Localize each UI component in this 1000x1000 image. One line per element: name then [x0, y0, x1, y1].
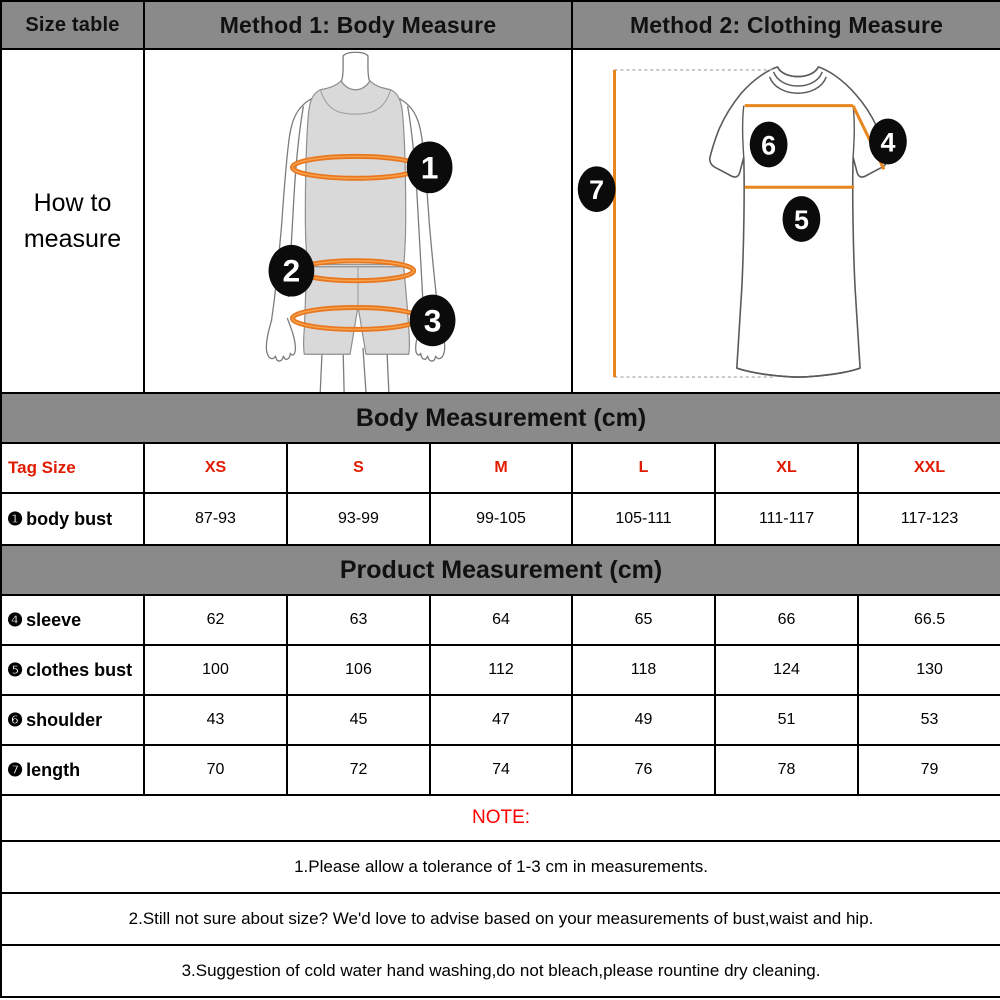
how-to-line2: measure	[23, 225, 122, 253]
row-label-text-length	[2, 760, 143, 781]
value-text: 93-99	[338, 510, 379, 527]
note-row	[1, 945, 1000, 997]
value-text: 64	[492, 611, 510, 628]
value-text: 63	[349, 611, 368, 628]
row-label-clothes-bust	[1, 645, 144, 695]
marker-icon-5: ❺	[7, 659, 24, 680]
cell-sleeve-s	[287, 595, 430, 645]
value-text: 49	[634, 711, 653, 728]
cell-sleeve-l	[572, 595, 715, 645]
how-to-measure-cell	[1, 49, 144, 393]
row-label-text-body-bust	[2, 509, 143, 530]
size-label-l: L	[638, 459, 649, 476]
cell-shoulder-m	[430, 695, 572, 745]
size-col-m	[430, 443, 572, 493]
header-method2-label: Method 2: Clothing Measure	[629, 11, 944, 38]
cell-sleeve-xs	[144, 595, 287, 645]
row-name-body-bust: body bust	[26, 508, 113, 529]
note-title: NOTE:	[471, 807, 531, 828]
marker-badge-7	[578, 166, 616, 212]
value-text: 53	[920, 711, 939, 728]
size-col-s	[287, 443, 430, 493]
clothing-diagram	[573, 50, 1000, 392]
table-row	[1, 645, 1000, 695]
value-text: 76	[634, 761, 653, 778]
value-text: 51	[777, 711, 796, 728]
table-row	[1, 695, 1000, 745]
size-label-xs: XS	[204, 459, 227, 476]
header-size-table-label: Size table	[25, 13, 120, 36]
note-cell-2	[1, 893, 1000, 945]
note-row	[1, 893, 1000, 945]
value-text: 112	[488, 661, 514, 678]
marker-icon-7: ❼	[7, 759, 24, 780]
cell-body-bust-l	[572, 493, 715, 545]
cell-length-s	[287, 745, 430, 795]
cell-shoulder-xxl	[858, 695, 1000, 745]
product-measurement-band-row	[1, 545, 1000, 595]
value-text: 106	[345, 661, 372, 678]
clothing-measure-diagram-cell	[572, 49, 1000, 393]
value-text: 43	[206, 711, 225, 728]
value-text: 87-93	[195, 510, 236, 527]
svg-text:1: 1	[420, 149, 439, 186]
marker-icon-6: ❻	[7, 709, 24, 730]
svg-text:5: 5	[793, 204, 809, 235]
value-text: 72	[349, 761, 368, 778]
product-measurement-band	[1, 545, 1000, 595]
diagrams-row	[1, 49, 1000, 393]
cell-length-m	[430, 745, 572, 795]
value-text: 62	[206, 611, 225, 628]
size-label-m: M	[494, 459, 508, 476]
marker-badge-3	[410, 295, 456, 347]
marker-icon-4: ❹	[7, 609, 24, 630]
cell-body-bust-xl	[715, 493, 858, 545]
cell-shoulder-l	[572, 695, 715, 745]
value-text: 118	[630, 661, 657, 678]
cell-clothes-bust-m	[430, 645, 572, 695]
value-text: 65	[634, 611, 653, 628]
note-text-2: 2.Still not sure about size? We'd love to advise based on your measurements of bust,waist and hip.	[128, 909, 874, 928]
value-text: 78	[777, 761, 796, 778]
svg-text:3: 3	[423, 302, 442, 339]
size-col-xxl	[858, 443, 1000, 493]
marker-icon-1: ❶	[7, 508, 24, 529]
value-text: 66	[777, 611, 796, 628]
cell-shoulder-xs	[144, 695, 287, 745]
row-label-text-shoulder	[2, 710, 143, 731]
cell-sleeve-xl	[715, 595, 858, 645]
row-label-length	[1, 745, 144, 795]
header-method1-label: Method 1: Body Measure	[219, 11, 497, 38]
table-row	[1, 493, 1000, 545]
how-to-measure-label	[2, 185, 143, 258]
value-text: 99-105	[476, 510, 526, 527]
size-label-xxl: XXL	[913, 459, 946, 476]
body-measurement-band-row	[1, 393, 1000, 443]
cell-body-bust-s	[287, 493, 430, 545]
tag-size-cell	[1, 443, 144, 493]
value-text: 100	[202, 661, 229, 678]
marker-badge-6	[750, 122, 788, 168]
svg-text:2: 2	[282, 252, 301, 289]
value-text: 74	[492, 761, 510, 778]
row-name-length: length	[26, 759, 81, 780]
header-cell-size-table	[1, 1, 144, 49]
size-label-xl: XL	[776, 459, 797, 476]
tshirt-figure-svg	[573, 50, 1000, 392]
cell-length-xl	[715, 745, 858, 795]
table-row	[1, 595, 1000, 645]
row-label-text-clothes-bust	[2, 660, 143, 681]
svg-text:7: 7	[589, 175, 605, 206]
value-text: 47	[492, 711, 510, 728]
cell-clothes-bust-xxl	[858, 645, 1000, 695]
value-text: 111-117	[758, 510, 815, 527]
row-name-sleeve: sleeve	[26, 609, 82, 630]
cell-body-bust-m	[430, 493, 572, 545]
size-label-s: S	[353, 459, 364, 476]
value-text: 124	[773, 661, 800, 678]
size-col-l	[572, 443, 715, 493]
cell-length-xs	[144, 745, 287, 795]
body-measure-diagram-cell	[144, 49, 572, 393]
table-header-row	[1, 1, 1000, 49]
body-measurement-band	[1, 393, 1000, 443]
note-text-1: 1.Please allow a tolerance of 1-3 cm in measurements.	[294, 857, 708, 876]
cell-sleeve-xxl	[858, 595, 1000, 645]
size-col-xs	[144, 443, 287, 493]
value-text: 130	[916, 661, 943, 678]
row-label-body-bust	[1, 493, 144, 545]
cell-sleeve-m	[430, 595, 572, 645]
tank-top-shape	[305, 81, 405, 265]
note-cell-1	[1, 841, 1000, 893]
cell-shoulder-xl	[715, 695, 858, 745]
tag-size-label: Tag Size	[8, 458, 76, 477]
header-cell-method1	[144, 1, 572, 49]
note-title-cell	[1, 795, 1000, 841]
note-cell-3	[1, 945, 1000, 997]
value-text: 70	[206, 761, 225, 778]
body-figure-svg	[145, 50, 571, 392]
cell-shoulder-s	[287, 695, 430, 745]
cell-length-xxl	[858, 745, 1000, 795]
value-text: 117-123	[900, 510, 959, 527]
cell-clothes-bust-s	[287, 645, 430, 695]
row-label-shoulder	[1, 695, 144, 745]
table-row	[1, 745, 1000, 795]
svg-text:4: 4	[880, 127, 896, 158]
marker-badge-5	[783, 196, 821, 242]
row-name-shoulder: shoulder	[26, 709, 103, 730]
marker-badge-1	[407, 141, 453, 193]
how-to-line1: How to	[33, 188, 112, 217]
body-measurement-title: Body Measurement (cm)	[355, 403, 647, 432]
row-name-clothes-bust: clothes bust	[26, 659, 133, 680]
note-title-row	[1, 795, 1000, 841]
value-text: 45	[349, 711, 368, 728]
marker-badge-4	[869, 119, 907, 165]
value-text: 79	[920, 761, 939, 778]
tag-size-header-row	[1, 443, 1000, 493]
cell-clothes-bust-xl	[715, 645, 858, 695]
cell-body-bust-xs	[144, 493, 287, 545]
note-text-3: 3.Suggestion of cold water hand washing,do not bleach,please rountine dry cleaning.	[181, 961, 821, 980]
size-col-xl	[715, 443, 858, 493]
header-cell-method2	[572, 1, 1000, 49]
product-measurement-title: Product Measurement (cm)	[339, 555, 663, 584]
svg-text:6: 6	[761, 130, 777, 161]
marker-badge-2	[269, 245, 315, 297]
body-diagram	[145, 50, 571, 392]
row-label-text-sleeve	[2, 610, 143, 631]
row-label-sleeve	[1, 595, 144, 645]
value-text: 105-111	[615, 510, 672, 527]
value-text: 66.5	[913, 611, 946, 628]
cell-length-l	[572, 745, 715, 795]
note-row	[1, 841, 1000, 893]
cell-clothes-bust-xs	[144, 645, 287, 695]
cell-body-bust-xxl	[858, 493, 1000, 545]
cell-clothes-bust-l	[572, 645, 715, 695]
